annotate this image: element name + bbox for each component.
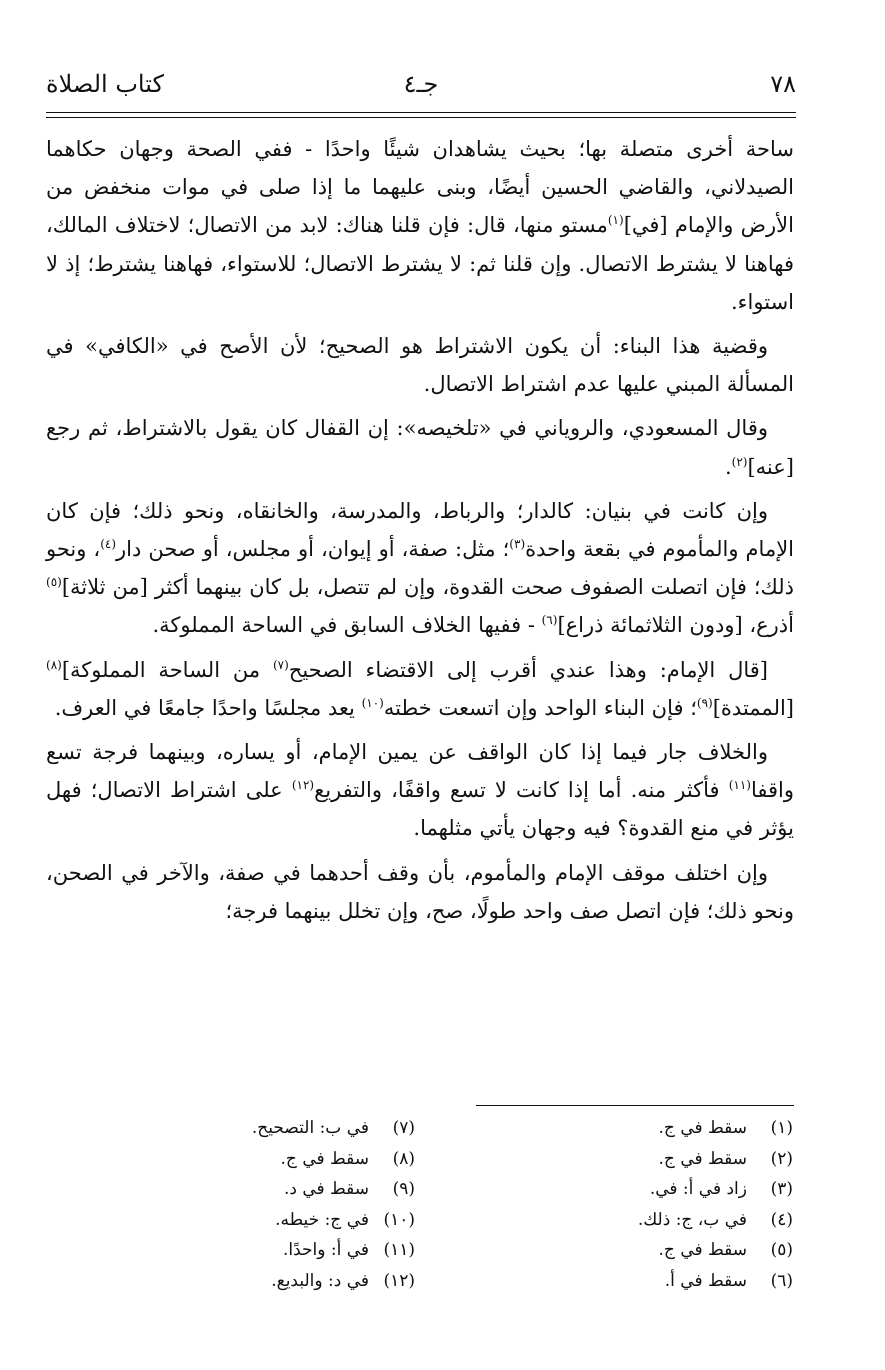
paragraph [46,409,794,485]
text-run: يعد مجلسًا واحدًا جامعًا في العرف. [54,695,362,720]
footnote-number: (٩) [392,1179,415,1199]
footnote-marker: (١١) [728,778,751,793]
footnote [463,1205,793,1236]
text-run: وإن اختلف موقف الإمام والمأموم، بأن وقف أحدهما في صفة، والآخر في الصحن، ونحو ذلك؛ فإن اتصل صف واحد طولًا، صح، وإن تخلل بينهما فرجة؛ [46,860,794,923]
footnote-text: في ج: خيطه. [275,1209,369,1230]
text-run: ؛ فإن البناء الواحد وإن اتسعت خطته [383,695,697,720]
footnote-number: (١١) [383,1240,415,1260]
main-text [46,130,794,936]
footnote-text: في ب، ج: ذلك. [637,1209,747,1230]
footnote-number: (١) [770,1118,793,1138]
volume-label: جـ٤ [403,70,439,98]
footnote-marker: (٣) [509,537,526,552]
book-title: كتاب الصلاة [46,70,164,98]
footnotes-right-column [463,1113,793,1296]
running-header [46,70,796,106]
text-run: على اشتراط الاتصال؛ فهل يؤثر في منع القدوة؟ فيه وجهان يأتي مثلهما. [46,778,794,841]
footnote [463,1144,793,1175]
footnote-text: في أ: واحدًا. [282,1240,369,1260]
footnote-number: (٤) [770,1209,793,1230]
footnote [85,1266,415,1297]
page-number: ٧٨ [770,70,796,98]
text-run: [الممتدة] [712,695,794,720]
footnotes-left-column [85,1113,415,1296]
text-run: وإن كانت في بنيان: كالدار؛ والرباط، والمدرسة، والخانقاه، ونحو ذلك؛ فإن كان الإمام والمأموم في بقعة واحدة [46,498,795,562]
footnote-text: سقط في د. [283,1179,369,1199]
footnote-marker: (١٠) [361,695,384,710]
footnote [463,1113,793,1144]
footnote-marker: (٥) [46,575,62,590]
text-run: ؛ مثل: صفة، أو إيوان، أو مجلس، أو صحن دار [116,537,510,562]
footnote-text: في د: والبديع. [271,1270,369,1291]
footnote [85,1205,415,1236]
footnote [85,1174,415,1205]
footnote-number: (٣) [770,1179,793,1199]
footnote-text: زاد في أ: في. [649,1179,747,1199]
text-run: وقال المسعودي، والروياني في «تلخيصه»: إن القفال كان يقول بالاشتراط، ثم رجع [عنه] [46,416,794,479]
text-run: ، ونحو ذلك؛ فإن اتصلت الصفوف صحت القدوة، وإن لم تتصل، بل كان بينهما أكثر [من ثلاثة] [46,537,794,600]
footnote [463,1266,793,1297]
footnote-number: (٦) [770,1270,793,1291]
footnote-marker: (٧) [272,657,289,672]
footnote [463,1174,793,1205]
paragraph [46,327,794,403]
text-run: فأكثر منه. أما إذا كانت لا تسع واقفًا، والتفريع [314,778,729,803]
footnote-separator [476,1105,794,1106]
footnote-text: سقط في ج. [658,1148,747,1169]
footnote [85,1113,415,1144]
footnote [85,1235,415,1266]
footnote-marker: (٩) [696,695,713,710]
footnote-marker: (٢) [731,454,748,469]
footnote-number: (١٠) [383,1209,415,1230]
footnote-number: (٧) [392,1118,415,1138]
footnote-text: سقط في ج. [658,1240,747,1260]
header-rule-thick [46,112,796,113]
text-run: والخلاف جار فيما إذا كان الواقف عن يمين الإمام، أو يساره، وبينهما فرجة تسع واقفا [46,740,794,803]
paragraph [46,130,794,321]
footnote-number: (٢) [770,1148,793,1169]
footnote-marker: (٨) [46,657,62,672]
text-run: ساحة أخرى متصلة بها؛ بحيث يشاهدان شيئًا واحدًا - ففي الصحة وجهان حكاهما الصيدلاني، والقاضي الحسين أيضًا، وبنى عليهما ما إذا صلى في موات منخفض من الأرض والإمام [في] [46,137,794,238]
paragraph [46,492,794,645]
text-run: [قال الإمام: وهذا عندي أقرب إلى الاقتضاء الصحيح [288,657,768,682]
text-run: مستو منها، قال: فإن قلنا هناك: لابد من الاتصال؛ لاختلاف المالك، فهاهنا لا يشترط الاتصال. وإن قلنا ثم: لا يشترط الاتصال؛ للاستواء، فهاهنا يشترط؛ إذ لا استواء. [46,213,794,314]
footnote-marker: (٤) [100,537,117,552]
header-rule-thin [46,117,796,118]
footnote-number: (٥) [770,1240,793,1260]
paragraph [46,733,794,848]
footnote-text: سقط في ج. [658,1118,747,1138]
paragraph [46,854,794,930]
text-run: . [724,454,732,479]
footnote-text: سقط في ج. [280,1148,369,1169]
footnote-number: (٨) [392,1148,415,1169]
text-run: من الساحة المملوكة] [61,657,273,682]
footnote-marker: (١٢) [291,778,315,793]
footnote [85,1144,415,1175]
paragraph [46,651,794,727]
footnote-number: (١٢) [383,1270,415,1291]
text-run: وقضية هذا البناء: أن يكون الاشتراط هو الصحيح؛ لأن الأصح في «الكافي» في المسألة المبني عليها عدم اشتراط الاتصال. [46,334,794,397]
footnote-text: سقط في أ. [664,1270,747,1291]
text-run: - ففيها الخلاف السابق في الساحة المملوكة. [152,613,542,638]
footnote-text: في ب: التصحيح. [251,1118,369,1138]
footnote-marker: (١) [607,213,624,228]
footnote-marker: (٦) [541,613,558,628]
footnote [463,1235,793,1266]
text-run: أذرع، [ودون الثلاثمائة ذراع] [557,613,794,638]
